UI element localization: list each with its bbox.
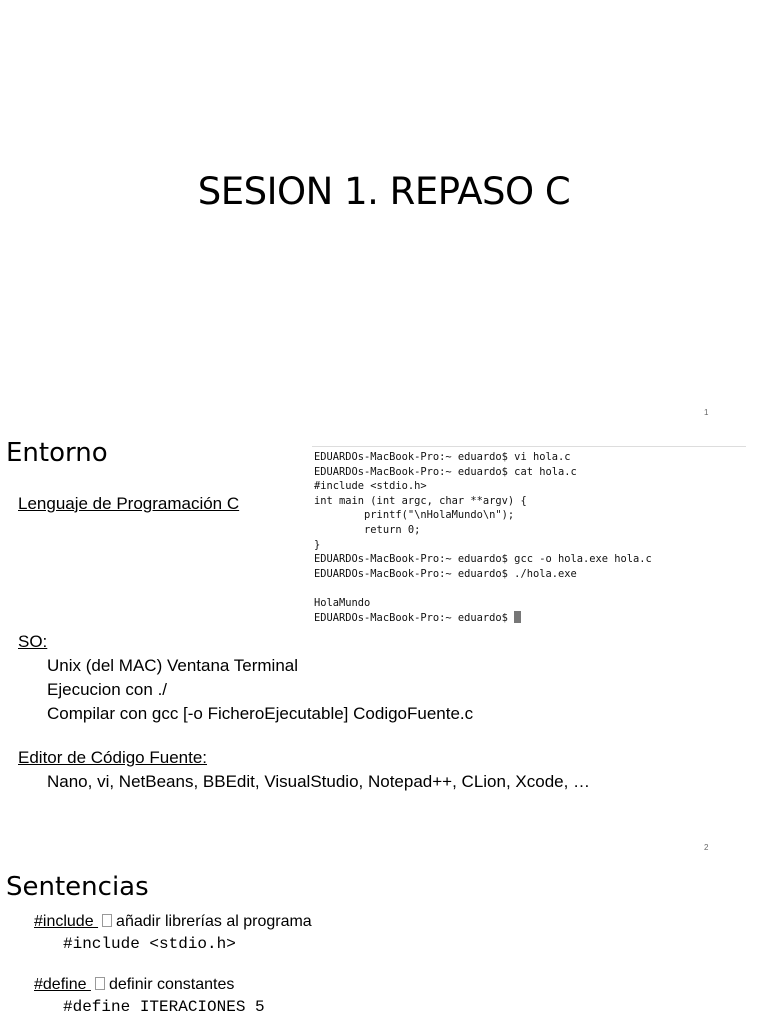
terminal-screenshot [312,446,746,627]
slide-heading: Sentencias [6,872,149,902]
terminal-line: EDUARDOs-MacBook-Pro:~ eduardo$ cat hola.c [314,465,577,478]
slide-heading: Entorno [6,438,108,468]
so-item: Compilar con gcc [-o FicheroEjecutable] CodigoFuente.c [47,704,474,723]
terminal-line: printf("\nHolaMundo\n"); [314,509,515,522]
so-item: Unix (del MAC) Ventana Terminal [47,656,299,675]
arrow-glyph-icon [102,914,112,927]
so-label: SO: [18,632,48,651]
terminal-line: EDUARDOs-MacBook-Pro:~ eduardo$ [314,611,515,624]
language-subheading: Lenguaje de Programación C [18,494,240,513]
terminal-output [312,447,746,625]
page-number: 1 [704,408,709,417]
terminal-line: return 0; [314,523,421,536]
include-example: #include <stdio.h> [63,935,236,953]
terminal-line: EDUARDOs-MacBook-Pro:~ eduardo$ ./hola.exe [314,567,577,580]
page-number: 2 [704,843,709,852]
terminal-line: HolaMundo [314,596,371,609]
terminal-line: EDUARDOs-MacBook-Pro:~ eduardo$ gcc -o hola.exe hola.c [314,553,652,566]
slide-1 [0,0,768,430]
define-example: #define ITERACIONES 5 [63,998,265,1016]
arrow-glyph-icon [95,977,105,990]
slide-title: SESION 1. REPASO C [197,170,571,213]
define-keyword: #define [34,976,91,993]
slide-2 [0,430,768,860]
editor-list: Nano, vi, NetBeans, BBEdit, VisualStudio, Notepad++, CLion, Xcode, … [47,772,591,791]
terminal-line: int main (int argc, char **argv) { [314,494,527,507]
include-keyword: #include [34,913,99,930]
define-description: definir constantes [108,976,235,993]
terminal-cursor [514,611,521,623]
include-statement [34,913,312,931]
terminal-line: } [314,538,321,551]
define-statement [34,976,234,994]
terminal-line: EDUARDOs-MacBook-Pro:~ eduardo$ vi hola.c [314,451,571,463]
so-item: Ejecucion con ./ [47,680,168,699]
include-description: añadir librerías al programa [116,913,312,930]
editor-label: Editor de Código Fuente: [18,748,208,767]
terminal-line: #include <stdio.h> [314,480,427,493]
slide-3 [0,860,768,1024]
